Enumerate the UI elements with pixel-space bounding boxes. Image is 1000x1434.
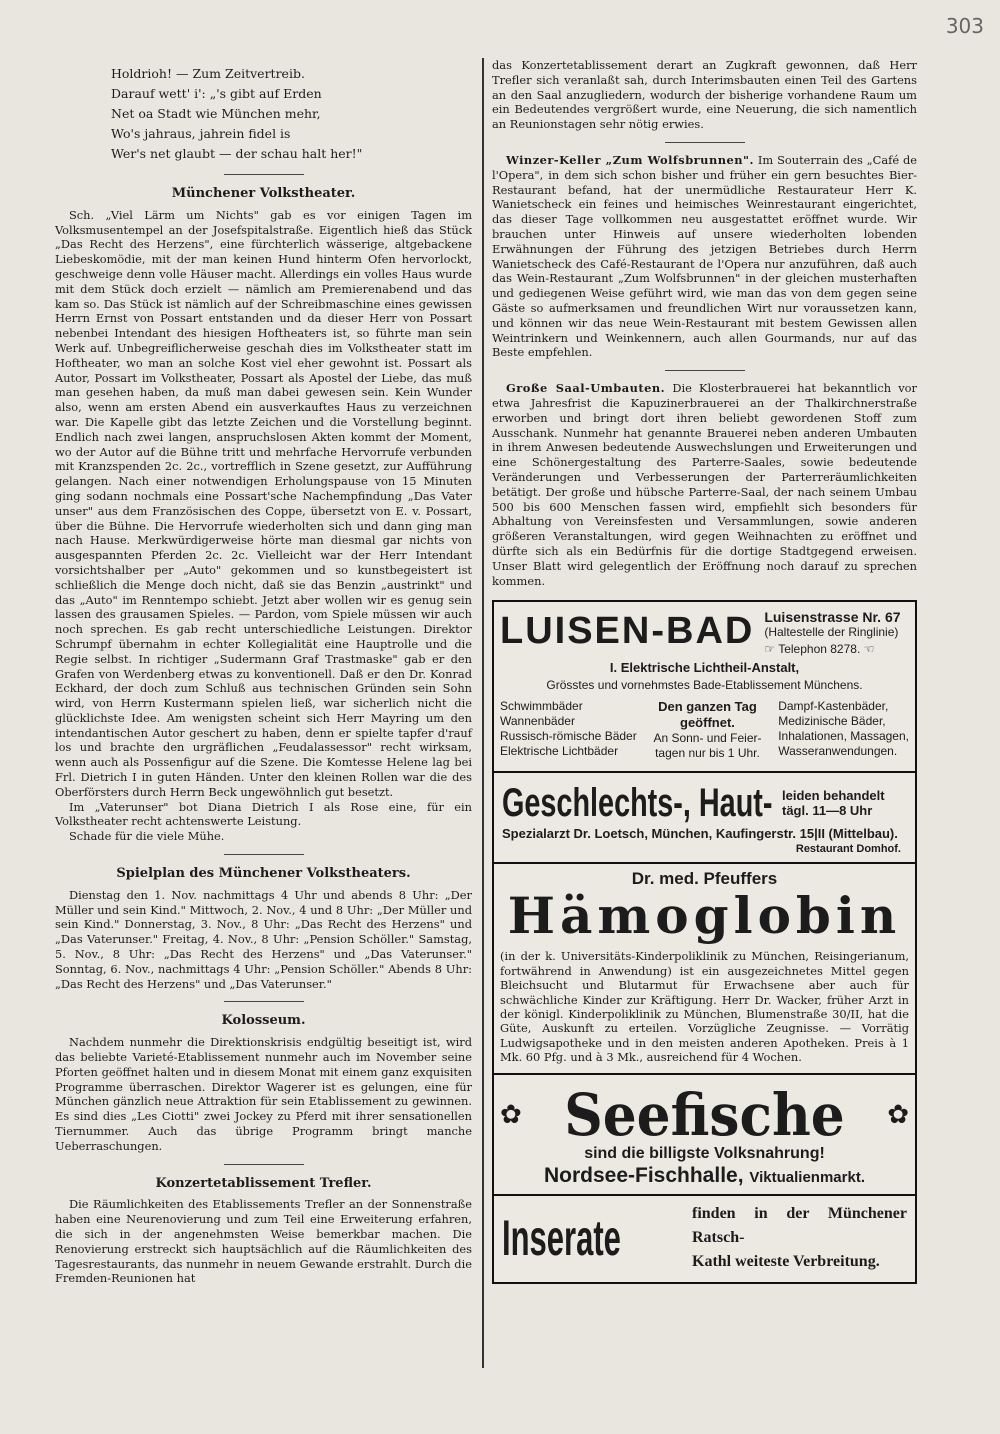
column-divider [482,58,484,1368]
kolosseum-text: Nachdem nunmehr die Direktionskrisis endgültig beseitigt ist, wird das beliebte Varieté-Etablissement nunmehr auch im November seine Pforten geöffnet halten und in diesem Monat mit einem ganz exquisiten Programme überraschen. Direktor Wagerer ist es gelungen, eine für München gänzlich neue Attraktion für sein Etablissement zu gewinnen. Es sind dies „Les Ciotti" zwei Jockey zu Pferd mit ihrer sensationellen Tiernummer. Auch das übrige Programm bringt manche Ueberraschungen. [55,1035,472,1153]
separator [224,174,304,175]
luisenbad-stop: (Haltestelle der Ringlinie) [764,625,899,640]
haemoglobin-text: (in der k. Universitäts-Kinderpoliklinik zu München, Reisingerianum, fortwährend in Anwendung) ist ein ausgezeichnetes Mittel gegen Bleichsucht und Blutarmut für Erwachsene aber auch für schwächliche Kinder zur Kräftigung. Herr Dr. Wacker, früher Arzt in der königl. Kinderpoliklinik zu München, Blumenstraße 30/II, hat die Güte, Auskunft zu erteilen. Vorzügliche Zeugnisse. — Vorrätig Ludwigsapotheke und in den meisten anderen Apotheken. Preis à 1 Mk. 60 Pfg. und à 3 Mk., ausreichend für 4 Wochen. [500,949,909,1065]
volkstheater-text-2: Im „Vaterunser" bot Diana Dietrich I als Rose eine, für ein Volkstheater recht achtenswerte Leistung. [55,799,472,829]
luisenbad-street: Luisenstrasse Nr. 67 [764,609,901,626]
opening-note: tagen nur bis 1 Uhr. [655,745,760,760]
haut-restaurant: Restaurant Domhof. [795,842,901,855]
separator [665,142,745,143]
ad-block [492,600,917,1284]
konzert-title: Konzertetablissement Trefler. [155,1175,372,1191]
luisenbad-subtitle-2: Grösstes und vornehmstes Bade-Etablissement Münchens. [546,678,863,693]
haut-doctor: Spezialarzt Dr. Loetsch, München, Kaufingerstr. 15|II (Mittelbau). [502,825,898,841]
winzer-article [492,153,917,360]
seefische-hall-row [500,1164,909,1188]
poem-line: Wo's jahraus, jahrein fidel is [111,126,291,141]
kolosseum-title: Kolosseum. [221,1013,306,1029]
winzer-lead: Winzer-Keller „Zum Wolfsbrunnen". [506,152,754,167]
seefische-market: Viktualienmarkt. [749,1169,865,1187]
separator [224,1164,304,1165]
inserate-ad [494,1196,915,1282]
separator [665,370,745,371]
poem-line: Darauf wett' i': „'s gibt auf Erden [111,86,322,101]
services-col-2 [653,699,761,761]
right-column [492,58,917,1284]
opening-note: An Sonn- und Feier- [653,730,762,745]
services-col-3 [778,699,909,761]
haut-treatment: leiden behandelt [782,787,885,803]
spielplan-text: Dienstag den 1. Nov. nachmittags 4 Uhr und abends 8 Uhr: „Der Müller und sein Kind." Mittwoch, 2. Nov., 4 und 8 Uhr: „Der Müller und sein Kind." Donnerstag, 3. Nov., 8 Uhr: „Das Recht des Herzens" und „Das Vaterunser." Freitag, 4. Nov., 8 Uhr: „Pension Schöller." Samstag, 5. Nov., 8 Uhr: „Das Recht des Herzens" und „Das Vaterunser." Sonntag, 6. Nov., nachmittags 4 Uhr: „Pension Schöller." Abends 8 Uhr: „Das Recht des Herzens" und „Das Vaterunser." [55,887,472,991]
service-item: Medizinische Bäder, [778,713,886,728]
left-column [55,58,472,1286]
saal-lead: Große Saal-Umbauten. [506,381,666,396]
service-item: Schwimmbäder [500,698,583,713]
saal-article [492,381,917,588]
luisenbad-ad [494,602,915,771]
flower-ornament-icon: ✿ [887,1099,909,1130]
seefische-hall: Nordsee-Fischhalle, [543,1164,744,1188]
seefische-ad [494,1075,915,1195]
volkstheater-title: Münchener Volkstheater. [171,186,356,201]
luisenbad-phone-row [764,642,900,657]
flower-ornament-icon: ✿ [500,1099,522,1130]
inserate-line: finden in der Münchener Ratsch- [692,1205,907,1247]
haemoglobin-doctor: Dr. med. Pfeuffers [631,869,778,889]
luisenbad-services [500,699,909,761]
separator [224,1001,304,1002]
volkstheater-text: Sch. „Viel Lärm um Nichts" gab es vor einigen Tagen im Volksmusentempel an der Josefspitalstraße. Eigentlich hieß das Stück „Das Recht des Herzens", eine fürchterlich wässerige, altgebackene Liebeskomödie, mit der man keinen Hund hinterm Ofen hervorlockt, geschweige denn volle Häuser macht. Allerdings ein volles Haus wurde mit dem Stück doch erzielt — nämlich am Premierenabend und das kam so. Das Stück ist nämlich auf der Schreibmaschine eines gewissen Herrn Ernst von Possart entstanden und da dieser Herr von Possart nebenbei Intendant des hiesigen Hoftheaters ist, so führte man sein Werk auf. Unbegreiflicherweise geschah dies im Volkstheater statt im Hoftheater, wo man an solche Kost viel eher gewohnt ist. Possart als Autor, Possart im Volkstheater, Possart als Apostel der Liebe, das muß man gesehen haben, da muß man dabei gewesen sein. Kein Wunder also, wenn am ersten Abend ein ausverkauftes Haus zu verzeichnen war. Die Kapelle gibt das letzte Zeichen und die Vorstellung beginnt. Endlich nach zwei langen, anspruchslosen Akten kommt der Moment, wo der Autor auf die Bühne tritt und mehrfache Hervorrufe verbunden mit Kranzspenden 2c. 2c., vortrefflich in Szene gesetzt, zur Aufführung gelangen. Nach einer notwendigen Erholungspause von 15 Minuten ging sodann nochmals eine Possart'sche Nachempfindung „Das Vater unser" aus dem Französischen des Coppe, übersetzt von E. v. Possart, über die Bühne. Die Hervorrufe wiederholten sich und dann ging man nach Hause. Merkwürdigerweise hörte man diesmal gar nichts von ausgespannten Pferden 2c. 2c. Vielleicht war der Herr Intendant vorsichtshalber per „Auto" gekommen und so kunstbegeistert ist schließlich die Menge doch nicht, daß sie das Benzin „austrinkt" und das „Auto" im Renntempo schiebt. Jetzt aber wollen wir es genug sein lassen des grausamen Spieles. — Pardon, vom Spiele müssen wir auch noch sprechen. Es gab recht unterschiedliche Leistungen. Direktor Schrumpf übernahm in echter Kollegialität eine Hauptrolle und die Regie selbst. In richtiger „Sudermann Graf Trastmaske" gab er den Grafen von Werdenberg etwas zu konventionell. Daß er den Dr. Konrad Eckhard, der doch zum Schluß aus technischen Gründen sein Sohn wird, von Herrn Kustermann spielen ließ, war sicherlich nicht die glücklichste Idee. Am wenigsten scheint sich Herr Mayring um den intendantischen Autor geschert zu haben, denn er spielte tapfer d'rauf los und brachte den urgräflichen „Feudalassessor" recht wirksam, wenn auch als Possenfigur auf die Szene. Die Komtesse Helene lag bei Frl. Dietrich I in guten Händen. Unter den kleinen Rollen war die des Oberförsters durch Herrn Beck ungewöhnlich gut besetzt. [55,207,472,799]
separator [224,854,304,855]
haut-hours [782,788,885,818]
page-number: 303 [945,14,984,38]
poem-line: Net oa Stadt wie München mehr, [111,106,321,121]
luisenbad-phone: Telephon 8278. [778,642,861,657]
services-col-1 [500,699,637,761]
saal-text: Die Klosterbrauerei hat bekanntlich vor etwa Jahresfrist die Kapuzinerbrauerei an der Thalkirchnerstraße erworben und bringt dort ihren beliebt gewordenen Stoff zum Ausschank. Nunmehr hat genannte Brauerei neben anderen Umbauten in ihrem Anwesen bedeutende Auswechslungen und Erweiterungen und eine Schönergestaltung des Parterre-Saales, sowie bedeutende Veränderungen und Verbesserungen der Parterreräumlichkeiten betätigt. Der große und hübsche Parterre-Saal, der nach seinem Umbau 500 bis 600 Menschen fassen wird, empfiehlt sich besonders für Abhaltung von Vereinsfesten und Versammlungen, sowie anderen größeren Veranstaltungen, wird gegen Weihnachten zu eröffnet und dürfte sich als ein Bedürfnis für die dortige Stadtgegend erweisen. Unser Blatt wird gelegentlich der Eröffnung noch darauf zu sprechen kommen. [492,381,917,588]
luisenbad-subtitle: I. Elektrische Lichtheil-Anstalt, [609,660,800,676]
opening-hours: Den ganzen Tag [658,698,757,714]
winzer-text: Im Souterrain des „Café de l'Opera", in dem sich schon bisher und früher ein gern besuchtes Bier-Restaurant befand, hat der unermüdliche Restaurateur Herr K. Wanietscheck ein feines und heimisches Weinrestaurant eingerichtet, das dieser Tage vollkommen neu ausgestattet eröffnet wurde. Wir brauchen unter Hinweis auf unsere wiederholten lobenden Erwähnungen der Führung des jetzigen Betriebes durch Herrn Wanietscheck des Café-Restaurant de l'Opera nur anzuführen, daß auch das Wein-Restaurant „Zum Wolfsbrunnen" in der gleichen musterhaften und gediegenen Weise geführt wird, wie man das von dem gegen seine Gäste so aufmerksamen und freundlichen Wirt nur voraussetzen kann, und können wir das neue Wein-Restaurant mit bestem Gewissen allen Weintrinkern und Weinkennern, auch allen Gourmands, nur auf das Beste empfehlen. [492,152,917,360]
opening-hours: geöffnet. [680,714,735,730]
seefische-name: Seefische [564,1080,845,1149]
service-item: Russisch-römische Bäder [500,728,637,743]
inserate-headline: Inserate [502,1210,621,1267]
poem [111,64,472,164]
spielplan-title: Spielplan des Münchener Volkstheaters. [116,866,411,882]
haemoglobin-ad [494,864,915,1072]
poem-line: Holdrioh! — Zum Zeitvertreib. [111,66,305,81]
haut-headline: Geschlechts-, Haut- [502,780,773,825]
luisenbad-name: LUISEN-BAD [500,610,755,653]
service-item: Wasseranwendungen. [778,743,898,758]
service-item: Wannenbäder [500,713,575,728]
inserate-text [692,1202,907,1274]
service-item: Inhalationen, Massagen, [778,728,909,743]
luisenbad-address [764,610,900,657]
inserate-line: Kathl weiteste Verbreitung. [692,1253,880,1271]
service-item: Dampf-Kastenbäder, [778,698,889,713]
volkstheater-text-3: Schade für die viele Mühe. [69,829,225,844]
pointing-hand-left-icon: ☜ [863,642,875,657]
konzert-text: Die Räumlichkeiten des Etablissements Trefler an der Sonnenstraße haben eine Neurenovierung und zum Teil eine Erweiterung erfahren, die sich in der angenehmsten Weise bemerkbar machen. Die Renovierung erstreckt sich hauptsächlich auf die Räumlichkeiten des Tagesrestaurants, das nunmehr in neuem Gewande erstrahlt. Durch die Fremden-Reunionen hat [55,1197,472,1286]
service-item: Elektrische Lichtbäder [500,743,619,758]
pointing-hand-icon: ☞ [764,642,776,657]
konzert-continued: das Konzertetablissement derart an Zugkraft gewonnen, daß Herr Trefler sich veranlaßt sah, durch Interimsbauten einen Teil des Gartens an den Saal anzugliedern, wodurch der bisherige vorhandene Raum um ein Bedeutendes vergrößert wurde, eine Neuerung, die sich namentlich an Reunionstagen sehr nötig erwies. [492,58,917,132]
haemoglobin-name: Hämoglobin [507,886,902,946]
haut-ad [494,773,915,863]
poem-line: Wer's net glaubt — der schau halt her!" [111,146,363,161]
haut-time: tägl. 11—8 Uhr [782,802,873,818]
seefische-tagline: sind die billigste Volksnahrung! [584,1144,825,1162]
